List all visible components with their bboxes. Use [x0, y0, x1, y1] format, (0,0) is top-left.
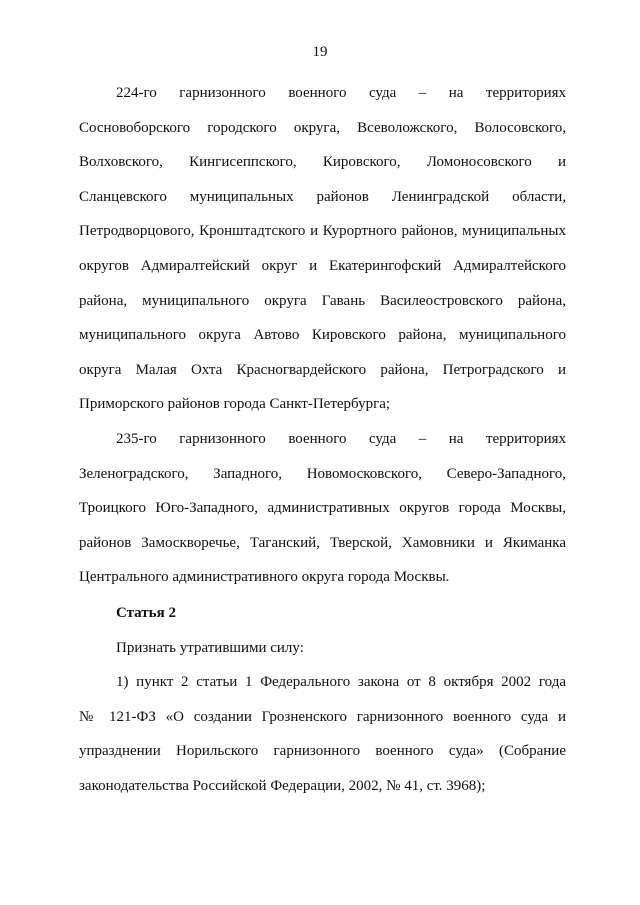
page-number: 19 — [312, 44, 328, 60]
article-section — [79, 596, 566, 665]
text-line: 235-го гарнизонного военного суда – на территориях — [116, 431, 566, 447]
text-line: округа Малая Охта Красногвардейского района, Петроградского и — [79, 361, 566, 378]
list-item-1 — [79, 665, 566, 803]
text-line: Приморского районов города Санкт-Петербурга; — [79, 396, 391, 413]
paragraph-court-224 — [79, 76, 566, 422]
text-line: № 121-ФЗ «О создании Грозненского гарнизонного военного суда и — [79, 708, 566, 725]
paragraph-court-235 — [79, 422, 566, 595]
text-line: Сланцевского муниципальных районов Ленинградской области, — [79, 188, 566, 205]
text-line: 224-го гарнизонного военного суда – на территориях — [116, 85, 566, 101]
article-heading: Статья 2 — [116, 605, 176, 621]
text-line: Троицкого Юго-Западного, административных округов города Москвы, — [79, 500, 566, 517]
text-line: Сосновоборского городского округа, Всеволожского, Волосовского, — [79, 119, 566, 136]
text-line: законодательства Российской Федерации, 2002, № 41, ст. 3968); — [79, 777, 486, 794]
text-line: муниципального округа Автово Кировского района, муниципального — [79, 327, 566, 344]
text-line: Волховского, Кингисеппского, Кировского, Ломоносовского и — [79, 154, 566, 171]
text-line: районов Замоскворечье, Таганский, Тверской, Хамовники и Якиманка — [79, 534, 566, 551]
text-line: округов Адмиралтейский округ и Екатерингофский Адмиралтейского — [79, 257, 566, 274]
text-line: Центрального административного округа города Москвы. — [79, 569, 450, 586]
text-line: упразднении Норильского гарнизонного военного суда» (Собрание — [79, 743, 566, 760]
text-line: района, муниципального округа Гавань Василеостровского района, — [79, 292, 566, 309]
text-line: 1) пункт 2 статьи 1 Федерального закона от 8 октября 2002 года — [116, 674, 566, 690]
text-line: Зеленоградского, Западного, Новомосковского, Северо-Западного, — [79, 465, 566, 482]
article-intro: Признать утратившими силу: — [116, 639, 304, 656]
text-line: Петродворцового, Кронштадтского и Курортного районов, муниципальных — [79, 223, 566, 240]
